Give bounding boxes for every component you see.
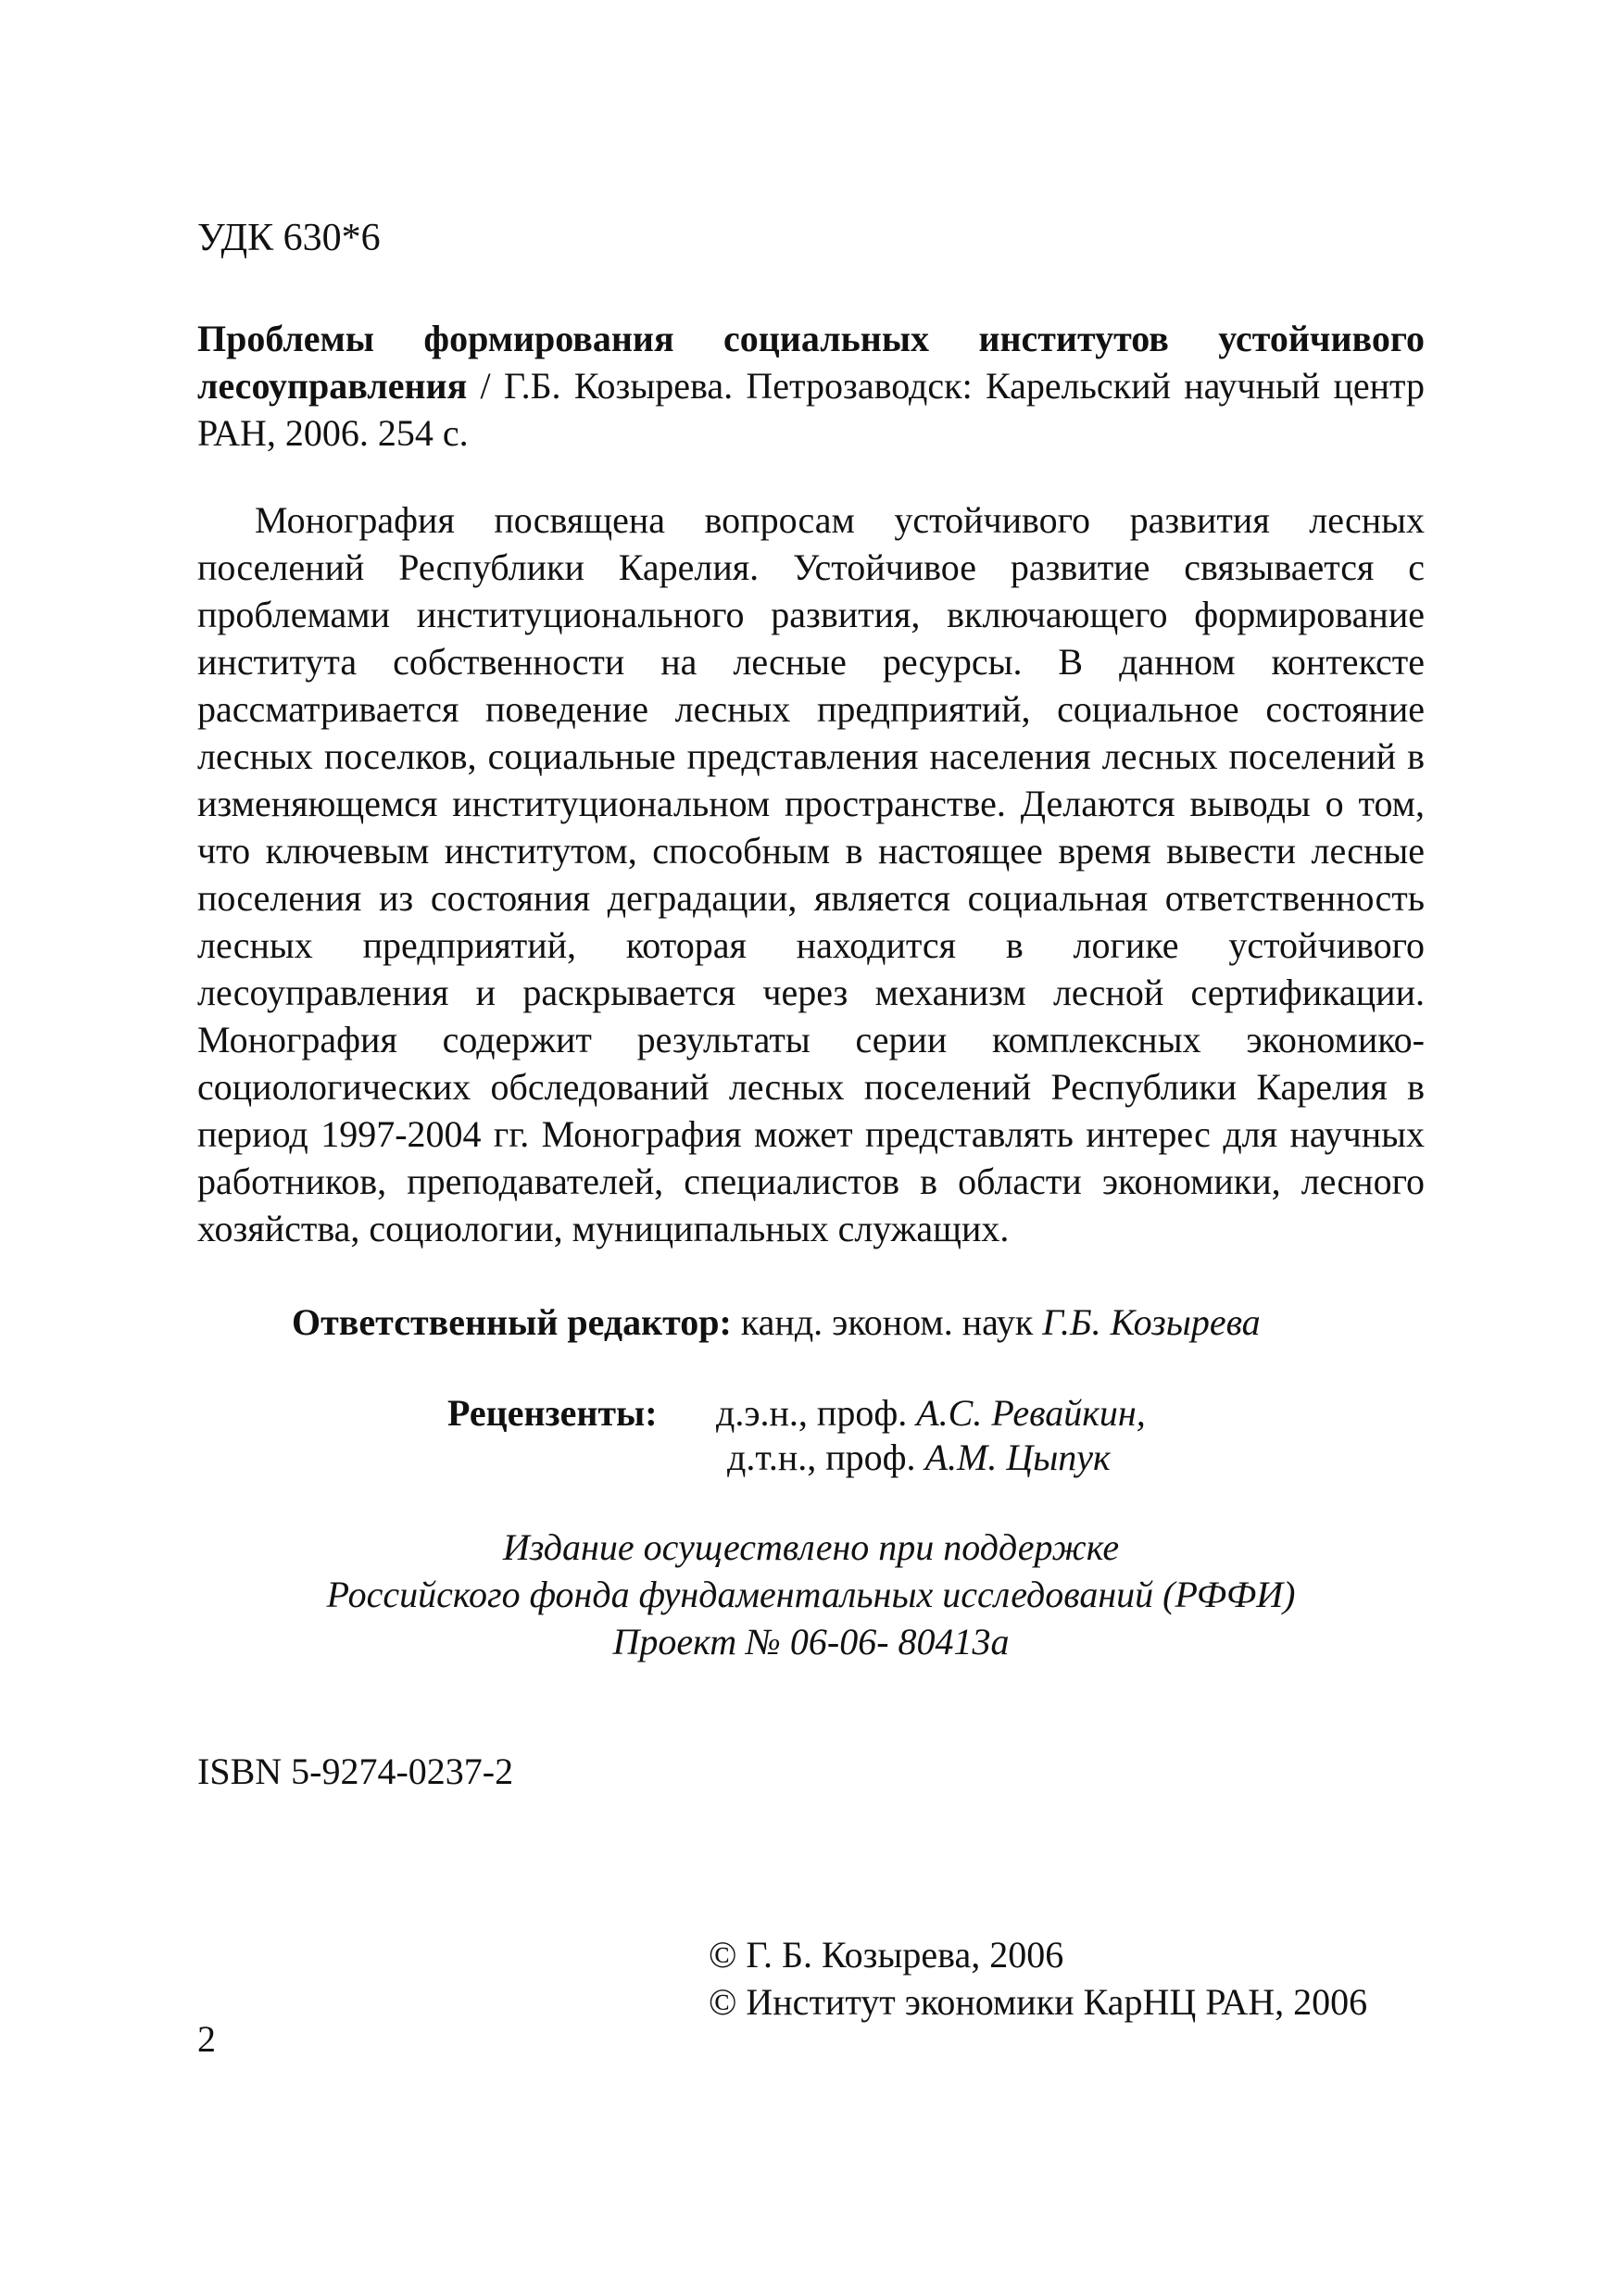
responsible-editor: [292, 1299, 1261, 1346]
reviewer-2-degree: д.т.н., проф.: [727, 1437, 925, 1478]
editor-label: Ответственный редактор:: [292, 1301, 732, 1343]
funding-line-1: Издание осуществлено при поддержке: [502, 1526, 1120, 1568]
funding-line-2: Российского фонда фундаментальных исследований (РФФИ): [326, 1574, 1296, 1615]
reviewer-1-name: А.С. Ревайкин,: [916, 1392, 1146, 1434]
reviewer-1: [716, 1389, 1146, 1437]
reviewer-1-degree: д.э.н., проф.: [716, 1392, 917, 1434]
funding-note: [197, 1524, 1425, 1665]
copyright-author: © Г. Б. Козырева, 2006: [709, 1934, 1064, 1976]
bibliographic-details: / Г.Б. Козырева. Петрозаводск: Карельский научный центр РАН, 2006. 254 с.: [197, 365, 1425, 454]
copyright-block: [709, 1931, 1367, 2026]
editor-name: Г.Б. Козырева: [1042, 1301, 1261, 1343]
funding-line-3: Проект № 06-06- 80413а: [612, 1621, 1010, 1662]
reviewer-2-name: А.М. Цыпук: [924, 1437, 1111, 1478]
book-title: Проблемы формирования социальных институтов устойчивого лесоуправления: [197, 318, 1425, 407]
reviewer-2: [727, 1434, 1111, 1481]
reviewers-label: Рецензенты:: [447, 1392, 658, 1434]
editor-degree: канд. эконом. наук: [731, 1301, 1043, 1343]
udk-code: УДК 630*6: [197, 217, 381, 259]
abstract-paragraph: Монография посвящена вопросам устойчивого развития лесных поселений Республики Карелия. Устойчивое развитие связывается с проблемами институционального развития, включающего формирование института собственности на лесные ресурсы. В данном контексте рассматривается поведение лесных предприятий, социальное состояние лесных поселков, социальные представления населения лесных поселений в изменяющемся институциональном пространстве. Делаются выводы о том, что ключевым институтом, способным в настоящее время вывести лесные поселения из состояния деградации, является социальная ответственность лесных предприятий, которая находится в логике устойчивого лесоуправления и раскрывается через механизм лесной сертификации. Монография содержит результаты серии комплексных экономико-социологических обследований лесных поселений Республики Карелия в период 1997-2004 гг. Монография может представлять интерес для научных работников, преподавателей, специалистов в области экономики, лесного хозяйства, социологии, муниципальных служащих.: [197, 499, 1425, 1249]
page-number: 2: [197, 2018, 216, 2060]
copyright-institute: © Институт экономики КарНЦ РАН, 2006: [709, 1981, 1368, 2023]
bibliographic-record: [197, 315, 1425, 457]
isbn: ISBN 5-9274-0237-2: [197, 1750, 514, 1792]
